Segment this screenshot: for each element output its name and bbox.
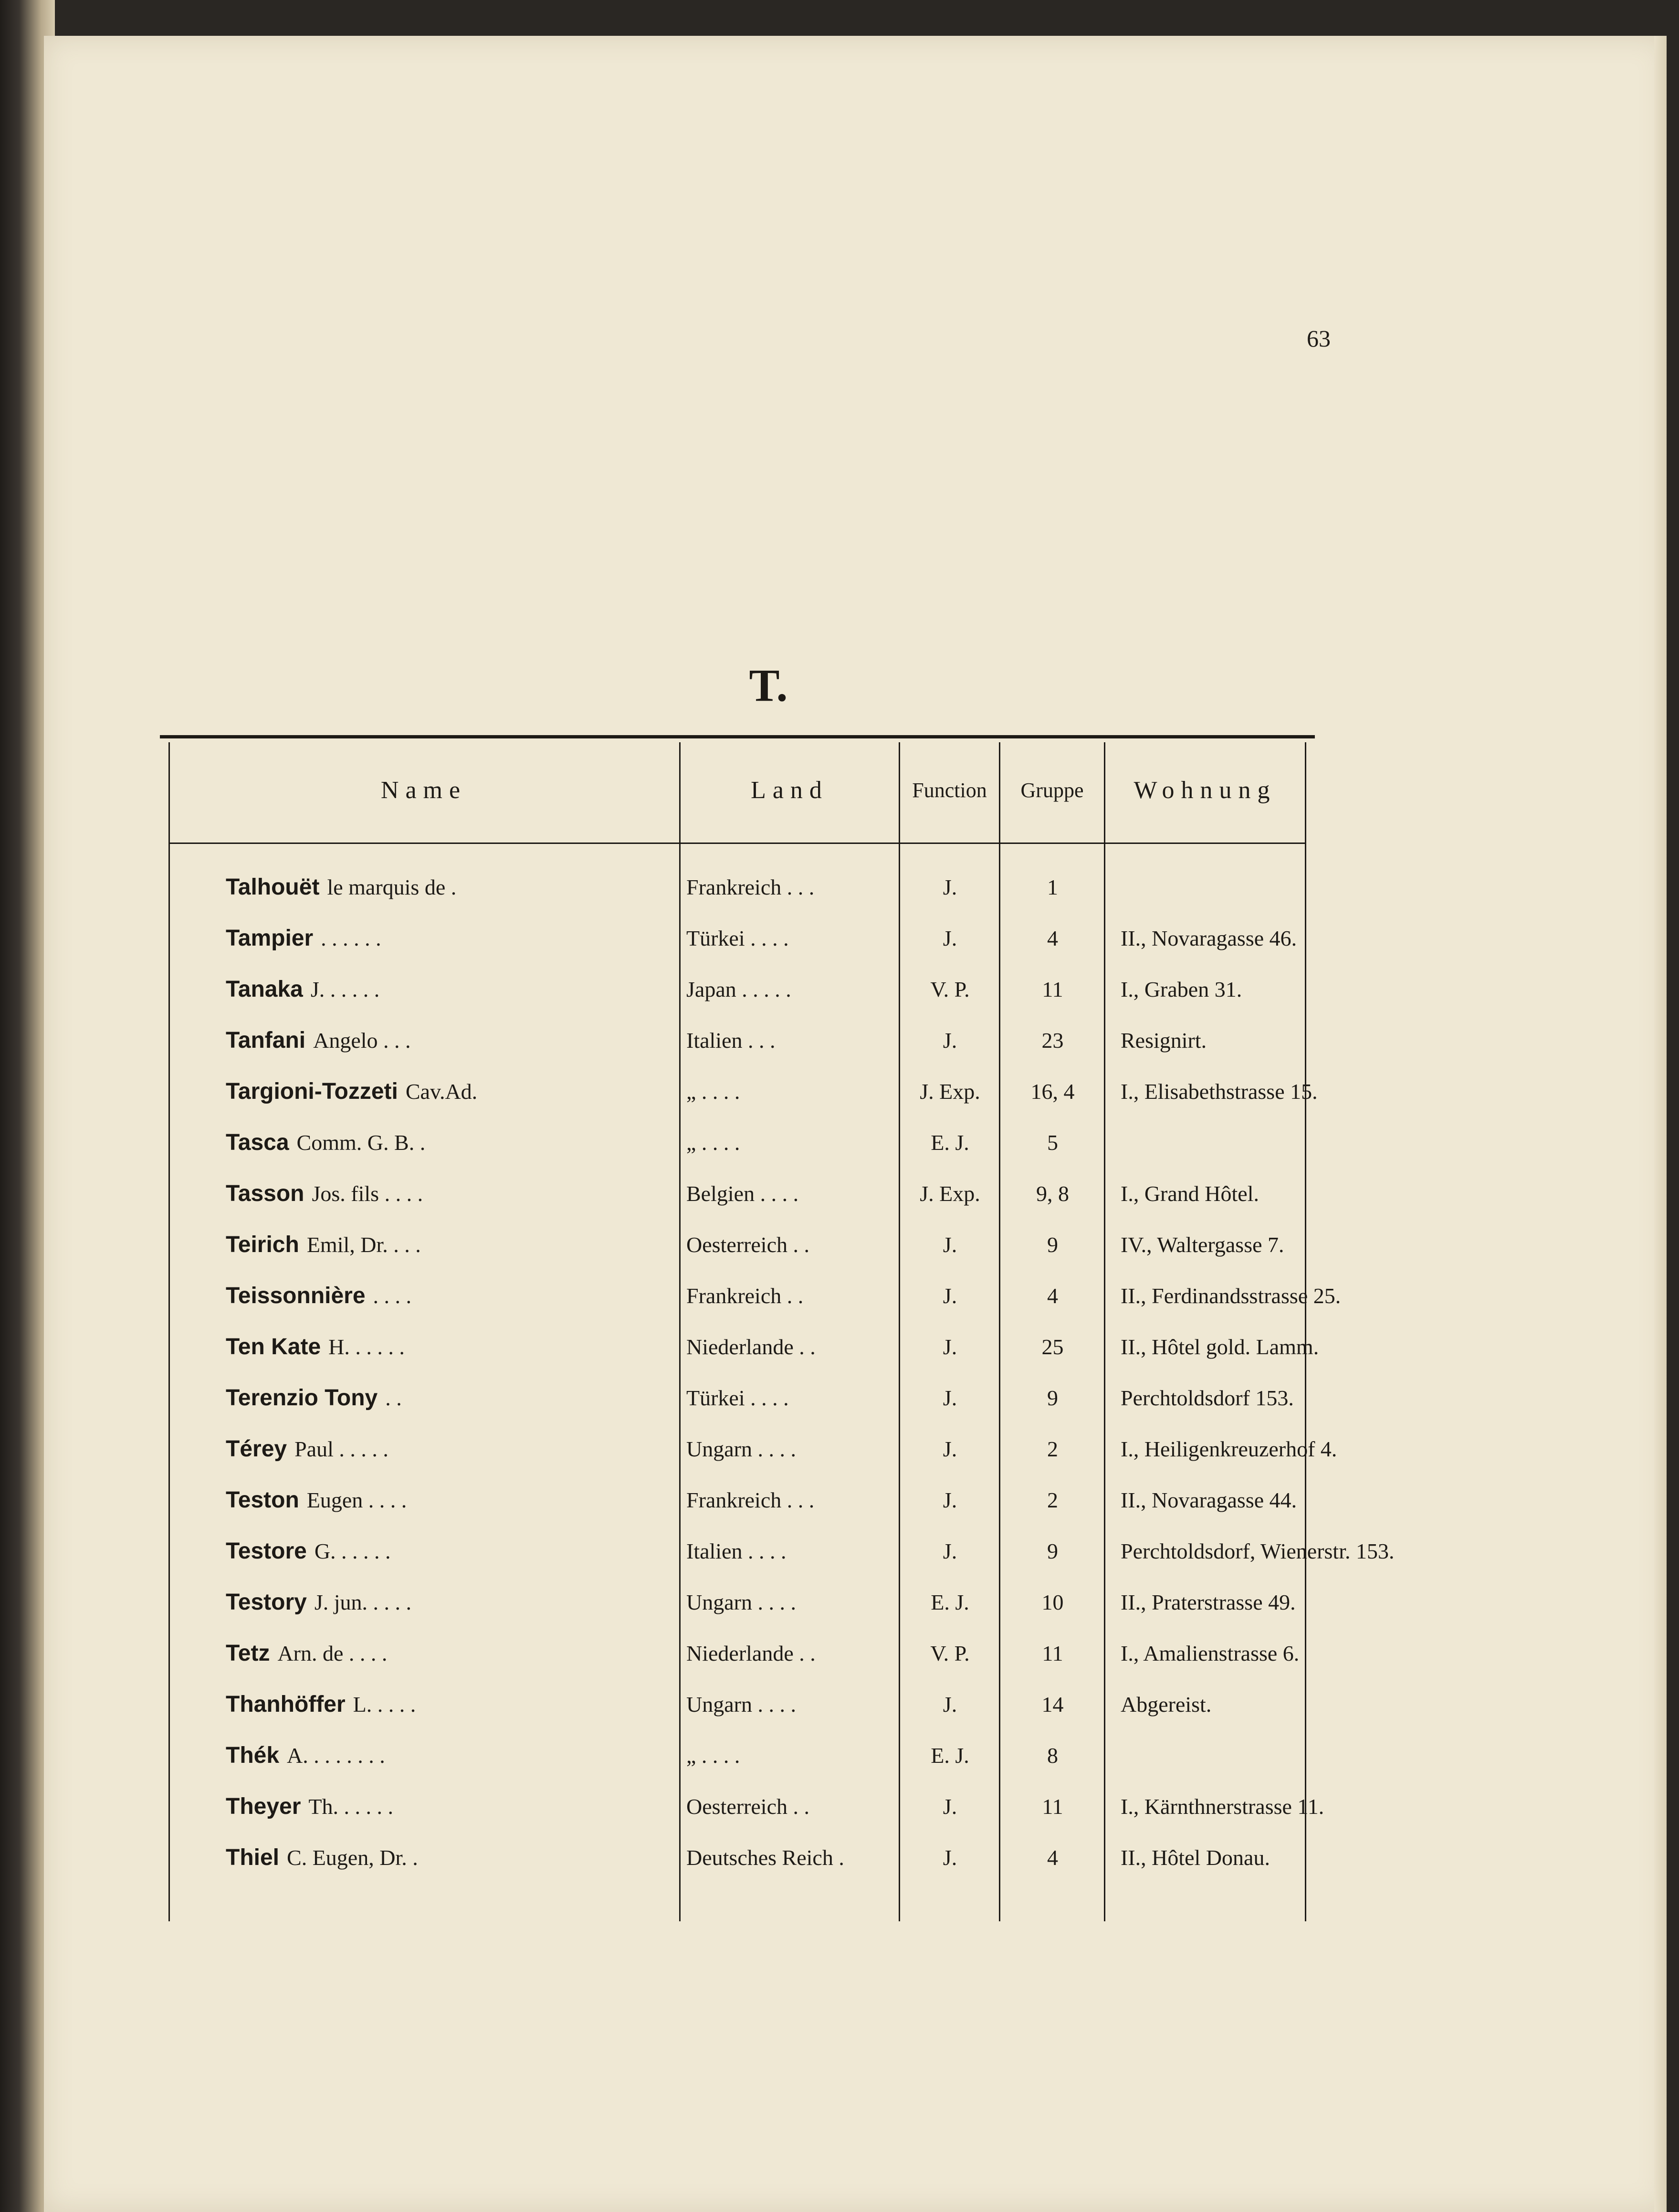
- cell-function: V. P.: [930, 977, 970, 1001]
- surname: Tasca: [226, 1130, 289, 1155]
- cell-function: E. J.: [931, 1743, 969, 1768]
- table-row: [168, 1832, 1306, 1883]
- given-name: J. . . . . .: [310, 977, 380, 1001]
- cell-gruppe: 11: [1042, 1794, 1063, 1819]
- directory-table: [168, 742, 1395, 1921]
- cell-gruppe: 2: [1047, 1488, 1058, 1512]
- table-row: [168, 1270, 1341, 1321]
- cell-function: J. Exp.: [920, 1181, 980, 1206]
- cell-wohnung: II., Hôtel gold. Lamm.: [1121, 1335, 1319, 1359]
- table-row: [168, 862, 1306, 913]
- given-name: . . . . . .: [321, 926, 381, 950]
- given-name: Comm. G. B. .: [296, 1130, 426, 1155]
- table-row: [168, 1679, 1306, 1730]
- surname: Tasson: [226, 1181, 304, 1206]
- cell-name: [226, 1066, 674, 1117]
- cell-gruppe: 9: [1047, 1386, 1058, 1410]
- cell-land: „ . . . .: [686, 1079, 740, 1104]
- section-letter: T.: [749, 660, 788, 711]
- cell-name: [226, 913, 674, 964]
- cell-wohnung: Resignirt.: [1121, 1028, 1207, 1053]
- cell-function: J.: [943, 875, 957, 899]
- given-name: Eugen . . . .: [306, 1488, 407, 1512]
- cell-wohnung: I., Kärnthnerstrasse 11.: [1121, 1794, 1324, 1819]
- cell-land: Ungarn . . . .: [686, 1692, 796, 1717]
- surname: Testore: [226, 1538, 307, 1564]
- cell-function: J.: [943, 1845, 957, 1870]
- cell-wohnung: II., Novaragasse 46.: [1121, 926, 1297, 950]
- table-row: [168, 1117, 1306, 1168]
- cell-land: Frankreich . .: [686, 1284, 804, 1308]
- cell-wohnung: [1121, 1117, 1502, 1168]
- cell-function: E. J.: [931, 1590, 969, 1614]
- header-wohnung: Wohnung: [1133, 776, 1277, 804]
- cell-name: [226, 1526, 674, 1577]
- cell-name: [226, 964, 674, 1015]
- given-name: A. . . . . . . .: [287, 1743, 385, 1768]
- surname: Terenzio Tony: [226, 1385, 378, 1411]
- given-name: G. . . . . .: [314, 1539, 391, 1563]
- cell-land: Italien . . .: [686, 1028, 776, 1053]
- cell-wohnung: Abgereist.: [1121, 1692, 1212, 1717]
- surname: Teston: [226, 1487, 299, 1513]
- cell-wohnung: II., Praterstrasse 49.: [1121, 1590, 1296, 1614]
- surname: Theyer: [226, 1794, 301, 1819]
- cell-function: V. P.: [930, 1641, 970, 1665]
- cell-gruppe: 14: [1041, 1692, 1064, 1717]
- cell-gruppe: 5: [1047, 1130, 1058, 1155]
- cell-land: Deutsches Reich .: [686, 1845, 844, 1870]
- table-row: [168, 1015, 1306, 1066]
- cell-gruppe: 9: [1047, 1232, 1058, 1257]
- given-name: Cav.Ad.: [405, 1079, 478, 1104]
- given-name: L. . . . .: [353, 1692, 416, 1717]
- table-row: [168, 1475, 1306, 1526]
- cell-wohnung: Perchtoldsdorf 153.: [1121, 1386, 1294, 1410]
- cell-land: Türkei . . . .: [686, 926, 789, 950]
- cell-function: J.: [943, 1488, 957, 1512]
- cell-gruppe: 16, 4: [1030, 1079, 1075, 1104]
- surname: Teissonnière: [226, 1283, 366, 1308]
- cell-land: Ungarn . . . .: [686, 1590, 796, 1614]
- table-row: [168, 1219, 1306, 1270]
- given-name: C. Eugen, Dr. .: [287, 1845, 418, 1870]
- cell-name: [226, 1628, 674, 1679]
- cell-function: J.: [943, 1232, 957, 1257]
- cell-function: J. Exp.: [920, 1079, 980, 1104]
- surname: Thék: [226, 1743, 280, 1768]
- given-name: Th. . . . . .: [308, 1794, 394, 1819]
- cell-gruppe: 23: [1041, 1028, 1064, 1053]
- cell-function: J.: [943, 1386, 957, 1410]
- cell-name: [226, 1321, 674, 1372]
- cell-gruppe: 8: [1047, 1743, 1058, 1768]
- header-separator: [168, 843, 1306, 844]
- cell-wohnung: II., Hôtel Donau.: [1121, 1845, 1270, 1870]
- surname: Térey: [226, 1436, 287, 1462]
- cell-gruppe: 11: [1042, 1641, 1063, 1665]
- given-name: Emil, Dr. . . .: [306, 1232, 421, 1257]
- given-name: J. jun. . . . .: [314, 1590, 412, 1614]
- header-name: Name: [380, 776, 467, 804]
- given-name: le marquis de .: [327, 875, 457, 899]
- cell-function: J.: [943, 1284, 957, 1308]
- cell-name: [226, 1372, 674, 1423]
- table-row: [168, 1168, 1306, 1219]
- surname: Tanfani: [226, 1028, 306, 1053]
- cell-gruppe: 11: [1042, 977, 1063, 1001]
- cell-wohnung: IV., Waltergasse 7.: [1121, 1232, 1284, 1257]
- cell-gruppe: 9: [1047, 1539, 1058, 1563]
- cell-name: [226, 1015, 674, 1066]
- cell-gruppe: 9, 8: [1036, 1181, 1069, 1206]
- given-name: . . . .: [373, 1284, 412, 1308]
- cell-name: [226, 1117, 674, 1168]
- given-name: Paul . . . . .: [294, 1437, 388, 1461]
- cell-function: J.: [943, 1692, 957, 1717]
- surname: Thiel: [226, 1845, 280, 1870]
- cell-land: Niederlande . .: [686, 1335, 816, 1359]
- table-row: [168, 1372, 1306, 1423]
- cell-land: „ . . . .: [686, 1743, 740, 1768]
- cell-name: [226, 1475, 674, 1526]
- page-number: 63: [1307, 325, 1331, 352]
- cell-land: Oesterreich . .: [686, 1794, 809, 1819]
- cell-name: [226, 1270, 674, 1321]
- cell-function: J.: [943, 1335, 957, 1359]
- cell-wohnung: [1121, 862, 1502, 913]
- cell-land: Niederlande . .: [686, 1641, 816, 1665]
- cell-function: J.: [943, 1437, 957, 1461]
- cell-wohnung: I., Amalienstrasse 6.: [1121, 1641, 1300, 1665]
- cell-land: Oesterreich . .: [686, 1232, 809, 1257]
- cell-wohnung: I., Grand Hôtel.: [1121, 1181, 1259, 1206]
- cell-land: Ungarn . . . .: [686, 1437, 796, 1461]
- cell-land: Frankreich . . .: [686, 875, 815, 899]
- table-row: [168, 1577, 1306, 1628]
- cell-land: „ . . . .: [686, 1130, 740, 1155]
- cell-name: [226, 1781, 674, 1832]
- cell-gruppe: 4: [1047, 1284, 1058, 1308]
- table-row: [168, 1423, 1337, 1475]
- surname: Ten Kate: [226, 1334, 321, 1359]
- surname: Targioni-Tozzeti: [226, 1079, 398, 1104]
- given-name: Arn. de . . . .: [277, 1641, 388, 1665]
- table-row: [168, 913, 1306, 964]
- cell-wohnung: I., Heiligenkreuzerhof 4.: [1121, 1437, 1337, 1461]
- cell-name: [226, 1730, 674, 1781]
- surname: Tetz: [226, 1641, 270, 1666]
- cell-gruppe: 4: [1047, 1845, 1058, 1870]
- cell-name: [226, 1219, 674, 1270]
- given-name: Angelo . . .: [313, 1028, 411, 1053]
- surname: Talhouët: [226, 874, 320, 900]
- cell-land: Italien . . . .: [686, 1539, 787, 1563]
- surname: Testory: [226, 1590, 307, 1615]
- cell-name: [226, 1679, 674, 1730]
- cell-name: [226, 1832, 674, 1883]
- cell-land: Belgien . . . .: [686, 1181, 799, 1206]
- cell-gruppe: 1: [1047, 875, 1058, 899]
- cell-wohnung: I., Graben 31.: [1121, 977, 1242, 1001]
- cell-function: J.: [943, 926, 957, 950]
- table-row: [168, 1628, 1306, 1679]
- surname: Tanaka: [226, 977, 303, 1002]
- surname: Thanhöffer: [226, 1692, 346, 1717]
- cell-wohnung: II., Novaragasse 44.: [1121, 1488, 1297, 1512]
- header-gruppe: Gruppe: [1020, 778, 1084, 802]
- cell-name: [226, 1423, 674, 1475]
- cell-gruppe: 25: [1041, 1335, 1064, 1359]
- cell-gruppe: 2: [1047, 1437, 1058, 1461]
- table-row: [168, 1526, 1395, 1577]
- table-body: [168, 862, 1395, 1883]
- table-row: [168, 1321, 1319, 1372]
- cell-wohnung: I., Elisabethstrasse 15.: [1121, 1079, 1318, 1104]
- cell-function: E. J.: [931, 1130, 969, 1155]
- cell-name: [226, 1577, 674, 1628]
- table-row: [168, 1730, 1306, 1781]
- cell-function: J.: [943, 1539, 957, 1563]
- surname: Teirich: [226, 1232, 299, 1257]
- given-name: H. . . . . .: [328, 1335, 405, 1359]
- page-edge: [1654, 36, 1667, 2212]
- header-function: Function: [912, 778, 987, 802]
- cell-gruppe: 4: [1047, 926, 1058, 950]
- cell-gruppe: 10: [1041, 1590, 1064, 1614]
- surname: Tampier: [226, 926, 314, 951]
- table-row: [168, 1781, 1324, 1832]
- cell-land: Türkei . . . .: [686, 1386, 789, 1410]
- table-row: [168, 1066, 1318, 1117]
- table-top-rule: [160, 735, 1315, 738]
- cell-land: Frankreich . . .: [686, 1488, 815, 1512]
- cell-name: [226, 1168, 674, 1219]
- cell-wohnung: Perchtoldsdorf, Wienerstr. 153.: [1121, 1539, 1395, 1563]
- cell-wohnung: [1121, 1730, 1502, 1781]
- cell-land: Japan . . . . .: [686, 977, 791, 1001]
- cell-function: J.: [943, 1028, 957, 1053]
- table-row: [168, 964, 1306, 1015]
- cell-function: J.: [943, 1794, 957, 1819]
- given-name: . .: [385, 1386, 402, 1410]
- cell-name: [226, 862, 674, 913]
- header-land: Land: [751, 776, 829, 804]
- cell-wohnung: II., Ferdinandsstrasse 25.: [1121, 1284, 1341, 1308]
- given-name: Jos. fils . . . .: [312, 1181, 423, 1206]
